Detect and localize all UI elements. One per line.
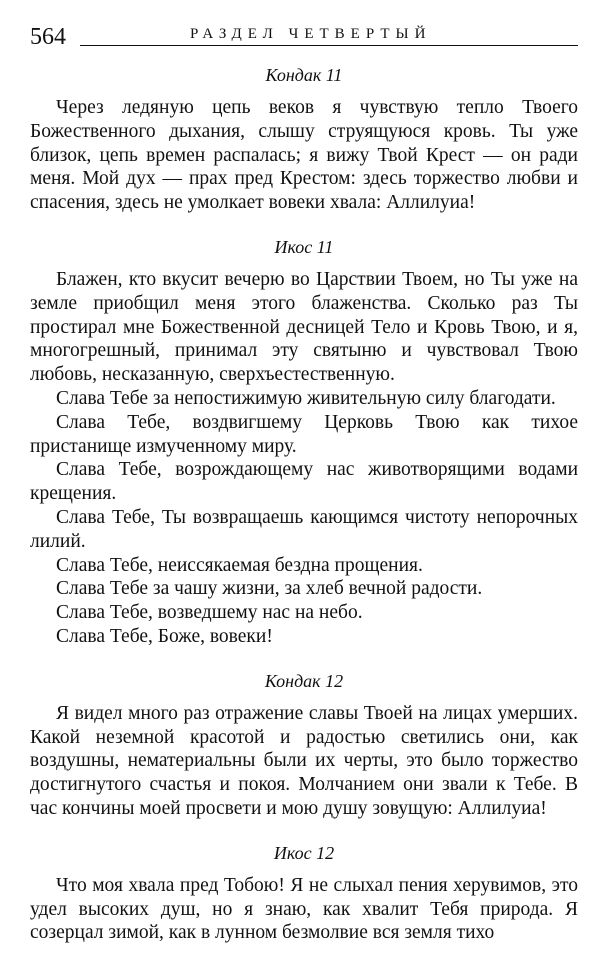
- running-title: РАЗДЕЛ ЧЕТВЕРТЫЙ: [190, 26, 432, 42]
- praise-line: Слава Тебе, воздвигшему Церковь Твою как тихое пристанище измученному миру.: [30, 411, 578, 457]
- section-title: Икос 12: [273, 842, 335, 863]
- paragraph: Я видел много раз отражение славы Твоей на лицах умерших. Какой неземной красотой и радостью светились они, как воздушны, нематериальны были их черты, это было торжество достигнутого счастья и покоя. Молчанием они звали к Тебе. В час кончины моей просвети и мою душу зовущую: Аллилуиа!: [30, 702, 578, 819]
- page-content: [30, 64, 578, 945]
- page-number: 564: [30, 24, 66, 50]
- section-ikos-12: [30, 842, 578, 945]
- section-kondak-12: [30, 670, 578, 821]
- praise-line: Слава Тебе, возрождающему нас животворящими водами крещения.: [30, 459, 578, 505]
- page-header: [30, 22, 578, 52]
- praise-line: Слава Тебе, возведшему нас на небо.: [56, 602, 363, 624]
- section-ikos-11: [30, 236, 578, 649]
- header-rule: [80, 45, 578, 46]
- section-title: Кондак 12: [264, 670, 344, 691]
- section-title: Кондак 11: [265, 65, 343, 85]
- praise-line: Слава Тебе, Ты возвращаешь кающимся чистоту непорочных лилий.: [30, 506, 578, 552]
- praise-line: Слава Тебе, Боже, вовеки!: [56, 625, 273, 647]
- praise-line: Слава Тебе, неиссякаемая бездна прощения.: [56, 554, 423, 576]
- praise-line: Слава Тебе за непостижимую живительную силу благодати.: [56, 387, 556, 409]
- paragraph: Блажен, кто вкусит вечерю во Царствии Твоем, но Ты уже на земле приобщил меня этого блаженства. Сколько раз Ты простирал мне Божественной десницей Тело и Кровь Твою, и я, многогрешный, принимал эту святыню и чувствовал Твою любовь, несказанную, сверхъестественную.: [30, 268, 578, 386]
- praise-line: Слава Тебе за чашу жизни, за хлеб вечной радости.: [56, 578, 483, 600]
- paragraph: Через ледяную цепь веков я чувствую тепло Твоего Божественного дыхания, слышу струящуюся кровь. Ты уже близок, цепь времен распалась; я вижу Твой Крест — он ради меня. Мой дух — прах пред Крестом: здесь торжество любви и спасения, здесь не умолкает вовеки хвала: Аллилуиа!: [30, 97, 578, 214]
- section-title: Икос 11: [274, 236, 334, 257]
- paragraph: Что моя хвала пред Тобою! Я не слыхал пения херувимов, это удел высоких душ, но я знаю, как хвалит Тебя природа. Я созерцал зимой, как в лунном безмолвие вся земля тихо: [30, 874, 578, 944]
- section-kondak-11: [30, 64, 578, 215]
